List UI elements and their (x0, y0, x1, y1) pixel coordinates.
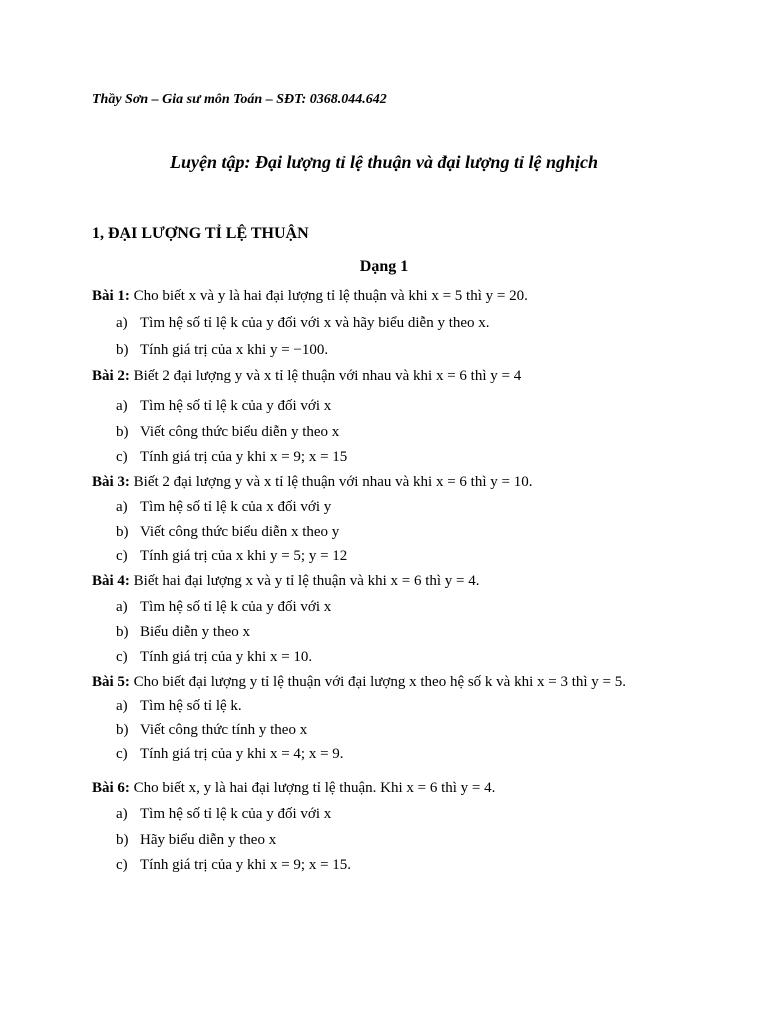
item-label: a) (116, 499, 128, 515)
problem-1-item-b (116, 342, 328, 359)
item-text: Tìm hệ số tỉ lệ k của y đối với x và hãy biểu diễn y theo x. (140, 315, 490, 331)
problem-5-item-c (116, 746, 344, 763)
item-label: b) (116, 624, 129, 640)
problem-3-item-a (116, 499, 331, 516)
item-label: c) (116, 649, 128, 665)
problem-1-item-a (116, 315, 490, 332)
problem-3 (92, 474, 532, 491)
item-label: b) (116, 424, 129, 440)
problem-label: Bài 2: (92, 368, 130, 384)
item-label: c) (116, 746, 128, 762)
problem-3-item-c (116, 548, 347, 565)
problem-text: Cho biết x và y là hai đại lượng tỉ lệ thuận và khi x = 5 thì y = 20. (133, 288, 528, 304)
item-label: a) (116, 599, 128, 615)
problem-5 (92, 674, 626, 691)
item-label: b) (116, 832, 129, 848)
item-label: a) (116, 315, 128, 331)
problem-2 (92, 368, 521, 385)
problem-label: Bài 5: (92, 674, 130, 690)
problem-6 (92, 780, 495, 797)
problem-4 (92, 573, 480, 590)
problem-1 (92, 288, 528, 305)
problem-label: Bài 3: (92, 474, 130, 490)
item-text: Tìm hệ số tỉ lệ k của y đối với x (140, 599, 332, 615)
item-label: c) (116, 857, 128, 873)
subsection-heading: Dạng 1 (359, 258, 409, 275)
problem-text: Biết 2 đại lượng y và x tỉ lệ thuận với nhau và khi x = 6 thì y = 4 (133, 368, 522, 384)
item-text: Tìm hệ số tỉ lệ k của y đối với x (140, 398, 332, 414)
item-label: a) (116, 806, 128, 822)
problem-4-item-c (116, 649, 312, 666)
item-text: Tính giá trị của x khi y = −100. (140, 342, 329, 358)
problem-5-item-a (116, 698, 242, 715)
problem-2-item-b (116, 424, 339, 441)
problem-6-item-a (116, 806, 331, 823)
item-label: b) (116, 722, 129, 738)
problem-text: Biết 2 đại lượng y và x tỉ lệ thuận với nhau và khi x = 6 thì y = 10. (133, 474, 533, 490)
problem-4-item-a (116, 599, 331, 616)
item-text: Tính giá trị của y khi x = 9; x = 15 (140, 449, 348, 465)
item-text: Tính giá trị của y khi x = 10. (140, 649, 313, 665)
problem-3-item-b (116, 524, 339, 541)
problem-2-item-c (116, 449, 347, 466)
page-title: Luyện tập: Đại lượng tỉ lệ thuận và đại lượng tỉ lệ nghịch (170, 152, 598, 172)
item-label: b) (116, 524, 129, 540)
problem-4-item-b (116, 624, 250, 641)
problem-label: Bài 6: (92, 780, 130, 796)
item-label: b) (116, 342, 129, 358)
item-label: c) (116, 449, 128, 465)
item-text: Tính giá trị của y khi x = 4; x = 9. (140, 746, 344, 762)
item-text: Viết công thức biểu diễn y theo x (140, 424, 340, 440)
problem-text: Biết hai đại lượng x và y tỉ lệ thuận và khi x = 6 thì y = 4. (133, 573, 480, 589)
item-text: Tìm hệ số tỉ lệ k. (140, 698, 242, 714)
item-text: Biểu diễn y theo x (140, 624, 250, 640)
page-header: Thầy Sơn – Gia sư môn Toán – SĐT: 0368.044.642 (92, 92, 387, 107)
item-text: Tính giá trị của x khi y = 5; y = 12 (140, 548, 348, 564)
item-label: a) (116, 698, 128, 714)
problem-5-item-b (116, 722, 307, 739)
problem-text: Cho biết x, y là hai đại lượng tỉ lệ thuận. Khi x = 6 thì y = 4. (133, 780, 496, 796)
item-text: Tìm hệ số tỉ lệ k của y đối với x (140, 806, 332, 822)
problem-label: Bài 1: (92, 288, 130, 304)
problem-6-item-b (116, 832, 276, 849)
section-heading: 1, ĐẠI LƯỢNG TỈ LỆ THUẬN (92, 225, 309, 242)
problem-label: Bài 4: (92, 573, 130, 589)
problem-6-item-c (116, 857, 351, 874)
problem-text: Cho biết đại lượng y tỉ lệ thuận với đại lượng x theo hệ số k và khi x = 3 thì y = 5. (133, 674, 627, 690)
item-text: Hãy biểu diễn y theo x (140, 832, 277, 848)
item-text: Tính giá trị của y khi x = 9; x = 15. (140, 857, 352, 873)
item-text: Tìm hệ số tỉ lệ k của x đối với y (140, 499, 332, 515)
item-label: c) (116, 548, 128, 564)
item-label: a) (116, 398, 128, 414)
problem-2-item-a (116, 398, 331, 415)
item-text: Viết công thức tính y theo x (140, 722, 308, 738)
item-text: Viết công thức biểu diễn x theo y (140, 524, 340, 540)
